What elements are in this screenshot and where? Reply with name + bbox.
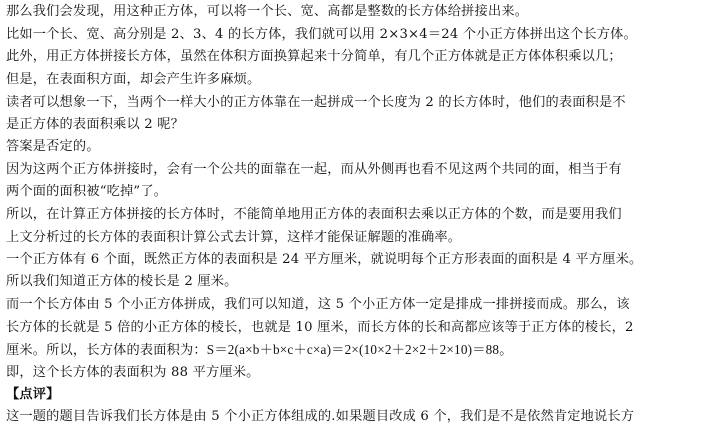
text-line-10: 所以，在计算正方体拼接的长方体时，不能简单地用正方体的表面积去乘以正方体的个数，而是要用我们 xyxy=(6,207,622,222)
text-line-1: 那么我们会发现，用这种正方体，可以将一个长、宽、高都是整数的长方体给拼接出来。 xyxy=(6,4,529,19)
text-line-13: 所以我们知道正方体的棱长是 2 厘米。 xyxy=(6,274,238,289)
text-line-16: 厘米。所以，长方体的表面积为：S＝2(a×b＋b×c＋c×a)＝2×(10×2＋2×2＋2×10)＝88。 xyxy=(6,342,513,357)
text-line-15: 长方体的长就是 5 倍的小正方体的棱长，也就是 10 厘米，而长方体的长和高都应该等于正方体的棱长，2 xyxy=(6,320,634,335)
text-line-2: 比如一个长、宽、高分别是 2、3、4 的长方体，我们就可以用 2×3×4＝24 个小正方体拼出这个长方体。 xyxy=(6,27,637,42)
text-line-8: 因为这两个正方体拼接时，会有一个公共的面靠在一起，而从外侧再也看不见这两个共同的面，相当于有 xyxy=(6,162,622,177)
text-line-14: 而一个长方体由 5 个小正方体拼成，我们可以知道，这 5 个小正方体一定是排成一排拼接而成。那么，该 xyxy=(6,297,630,312)
text-line-19: 这一题的题目告诉我们长方体是由 5 个小正方体组成的.如果题目改成 6 个，我们是不是依然肯定地说长方 xyxy=(6,409,635,424)
section-heading: 【点评】 xyxy=(6,387,60,402)
text-line-3: 此外，用正方体拼接长方体，虽然在体积方面换算起来十分简单，有几个正方体就是正方体体积乘以几； xyxy=(6,49,622,64)
text-line-7: 答案是否定的。 xyxy=(6,139,100,154)
text-line-11: 上文分析过的长方体的表面积计算公式去计算，这样才能保证解题的准确率。 xyxy=(6,230,462,245)
text-line-17: 即，这个长方体的表面积为 88 平方厘米。 xyxy=(6,365,260,380)
text-line-12: 一个正方体有 6 个面，既然正方体的表面积是 24 平方厘米，就说明每个正方形表面的面积是 4 平方厘米。 xyxy=(6,252,643,267)
text-line-9: 两个面的面积被“吃掉”了。 xyxy=(6,184,168,199)
text-line-4: 但是，在表面积方面，却会产生许多麻烦。 xyxy=(6,72,261,87)
text-line-6: 是正方体的表面积乘以 2 呢？ xyxy=(6,117,185,132)
text-line-5: 读者可以想象一下，当两个一样大小的正方体靠在一起拼成一个长度为 2 的长方体时，他们的表面积是不 xyxy=(6,95,626,110)
